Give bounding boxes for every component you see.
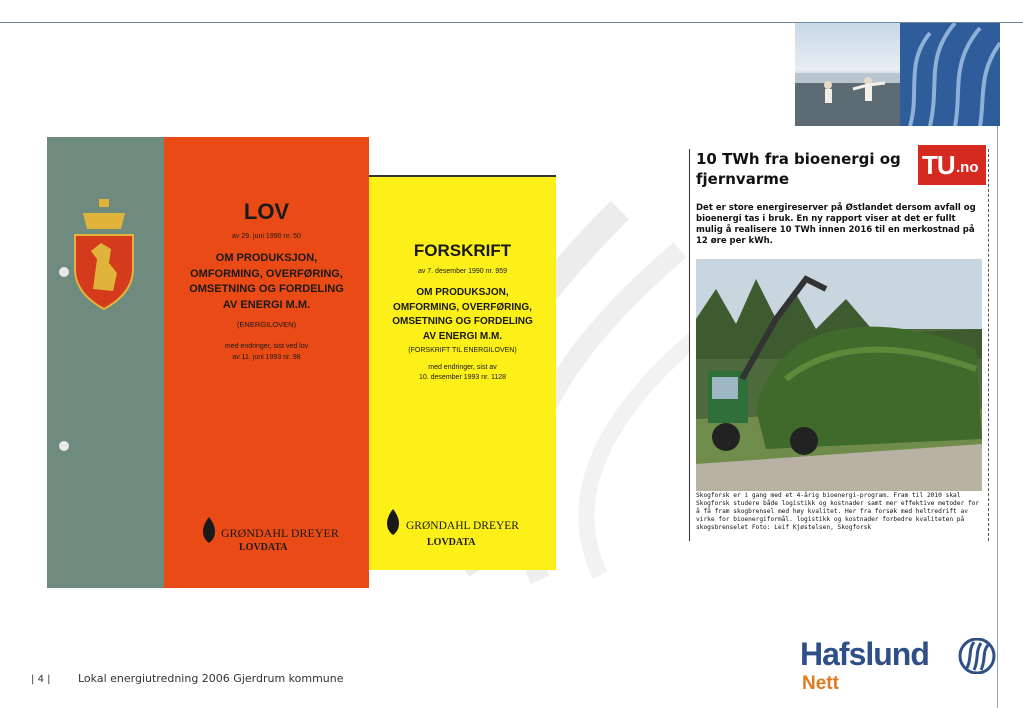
forskrift-publisher: GRØNDAHL DREYER [406,520,519,532]
punch-hole [59,441,69,451]
booklet-spine [47,137,164,588]
article-title: 10 TWh fra bioenergi og fjernvarme [696,150,901,188]
forskrift-short-name: (FORSKRIFT TIL ENERGILOVEN) [408,347,517,354]
logo-name: Hafslund [800,636,929,672]
footer: | 4 | Lokal energiutredning 2006 Gjerdrum kommune [31,672,344,685]
forskrift-imprint: LOVDATA [427,537,476,548]
lov-booklet [47,137,369,588]
forskrift-amendment: med endringer, sist av 10. desember 1993 nr. 1128 [418,364,507,381]
beach-photo [795,23,900,126]
article-caption: Skogforsk er i gang med et 4-årig bioenergi-program. Fram til 2010 skal Skogforsk studere både logistikk og kostnader samt mer effektive metoder for å få fram skogbrensel med høy kvalitet. Her fra forsøk med heltredrift av virke for bioenergiformål. logistikk og kostnader forbedre kvaliteten på skogsbrenselet Foto: Leif Kjøstelsen, Skogforsk [696,492,980,531]
header-photo [795,23,1000,126]
tu-logo: TU .no [918,145,986,185]
lov-date: av 29. juni 1990 nr. 50 [232,233,301,240]
coat-of-arms-icon [69,199,139,311]
logo-sub: Nett [802,673,839,694]
flame-icon [383,509,403,535]
page-number-prefix: | [31,674,38,685]
hafslund-emblem-icon [958,638,996,674]
lov-amendment: med endringer, sist ved lov av 11. juni 1993 nr. 98 [224,343,309,361]
swirl-pattern [900,23,1000,126]
lov-publisher: GRØNDAHL DREYER [221,526,339,540]
lov-imprint: LOVDATA [239,542,288,553]
forskrift-date: av 7. desember 1990 nr. 959 [417,268,508,275]
forskrift-booklet [369,175,556,570]
forskrift-title: FORSKRIFT [413,241,512,260]
page-number: 4 [37,674,44,685]
flame-icon [199,517,219,543]
footer-text: Lokal energiutredning 2006 Gjerdrum kommune [78,672,344,685]
lov-short-name: (ENERGILOVEN) [236,320,297,329]
forskrift-subject: OM PRODUKSJON, OMFORMING, OVERFØRING, OMSETNING OG FORDELING AV ENERGI M.M. [392,287,533,342]
lov-title: LOV [243,199,290,224]
news-clipping [689,135,989,541]
hafslund-logo [800,636,1000,698]
article-lead: Det er store energireserver på Østlandet dersom avfall og bioenergi tas i bruk. En ny rapport viser at det er fullt mulig å realisere 10 TWh innen 2016 til en merkostnad på 12 øre per kWh. [696,203,976,246]
punch-hole [59,267,69,277]
forestry-machine-photo [696,259,982,491]
lov-subject: OM PRODUKSJON, OMFORMING, OVERFØRING, OMSETNING OG FORDELING AV ENERGI M.M. [189,252,344,311]
